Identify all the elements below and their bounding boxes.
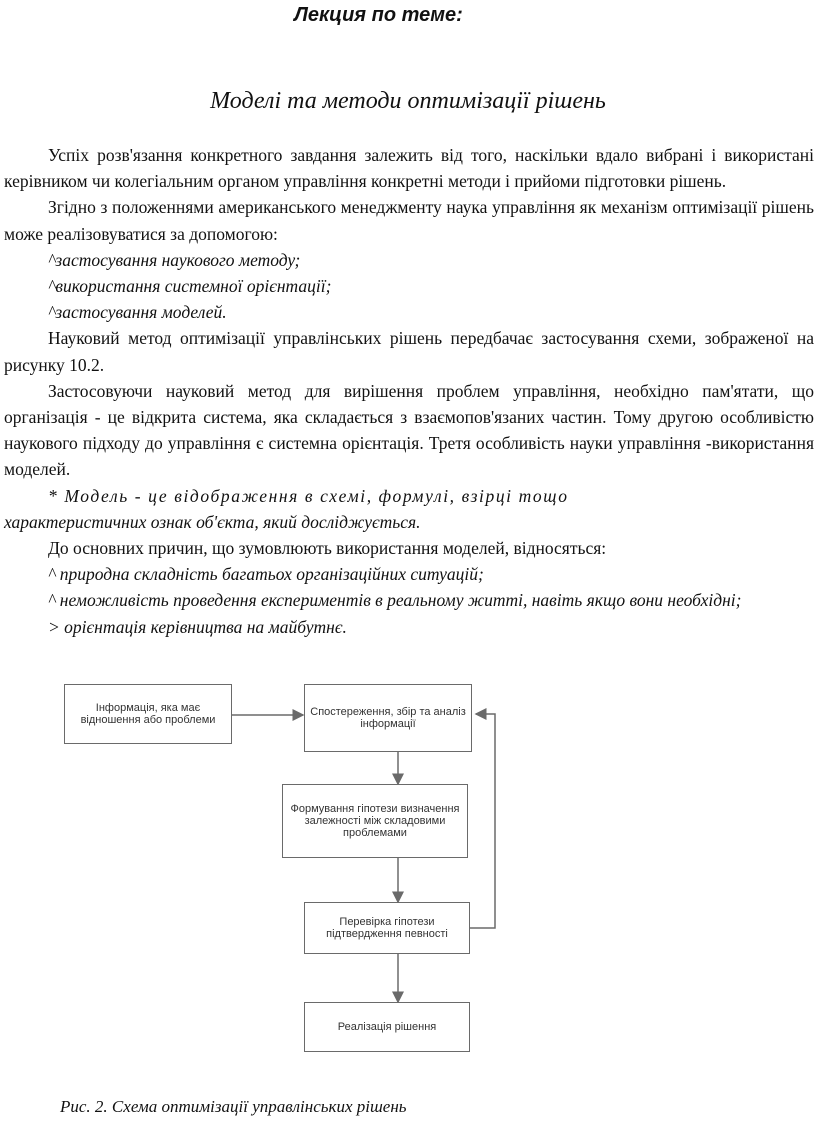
reason-experiments: ^ неможливість проведення експериментів в реальному житті, навіть якщо вони необхідні;: [48, 590, 742, 611]
paragraph-reasons: До основних причин, що зумовлюють використання моделей, відносяться:: [48, 538, 607, 559]
list-item-system-orientation: ^використання системної орієнтації;: [48, 276, 332, 297]
flow-diagram: [0, 670, 816, 1080]
box-information: Інформація, яка має відношення або проблеми: [64, 684, 232, 744]
model-definition-text: * Модель - це відображення в схемі, формулі, взірці тощо: [48, 485, 569, 506]
list-item-models: ^застосування моделей.: [48, 302, 227, 323]
model-definition-line2: характеристичних ознак об'єкта, який досліджується.: [4, 511, 421, 532]
model-definition-line1: [4, 483, 814, 509]
paragraph-american-management: Згідно з положеннями американського менеджменту наука управління як механізм оптимізації рішень може реалізовуватися за допомогою:: [4, 197, 814, 244]
figure-caption: Рис. 2. Схема оптимізації управлінських рішень: [60, 1097, 407, 1116]
box-realization: Реалізація рішення: [304, 1002, 470, 1052]
paragraph-scientific-method: Науковий метод оптимізації управлінських рішень передбачає застосування схеми, зображеної на рисунку 10.2.: [4, 328, 814, 375]
arrow-feedback: [470, 714, 495, 928]
box-observation: Спостереження, збір та аналіз інформації: [304, 684, 472, 752]
lecture-body: [4, 142, 814, 640]
box-check: Перевірка гіпотези підтвердження певності: [304, 902, 470, 954]
box-hypothesis: Формування гіпотези визначення залежності між складовими проблемами: [282, 784, 468, 858]
lecture-header: Лекция по теме:: [294, 4, 463, 26]
reason-complexity: ^ природна складність багатьох організаційних ситуацій;: [48, 564, 484, 585]
list-item-scientific-method: ^застосування наукового методу;: [48, 249, 301, 270]
paragraph-success: Успіх розв'язання конкретного завдання залежить від того, наскільки вдало вибрані і використані керівником чи колегіальним органом управління конкретні методи і прийоми підготовки рішень.: [4, 145, 814, 192]
reason-future: > орієнтація керівництва на майбутнє.: [48, 616, 347, 637]
page-title: Моделі та методи оптимізації рішень: [210, 88, 606, 114]
paragraph-open-system: Застосовуючи науковий метод для вирішення проблем управління, необхідно пам'ятати, що організація - це відкрита система, яка складається з взаємопов'язаних частин. Тому другою особливістю наукового підходу до управління є системна орієнтація. Третя особливість науки управління -використання моделей.: [4, 380, 814, 480]
